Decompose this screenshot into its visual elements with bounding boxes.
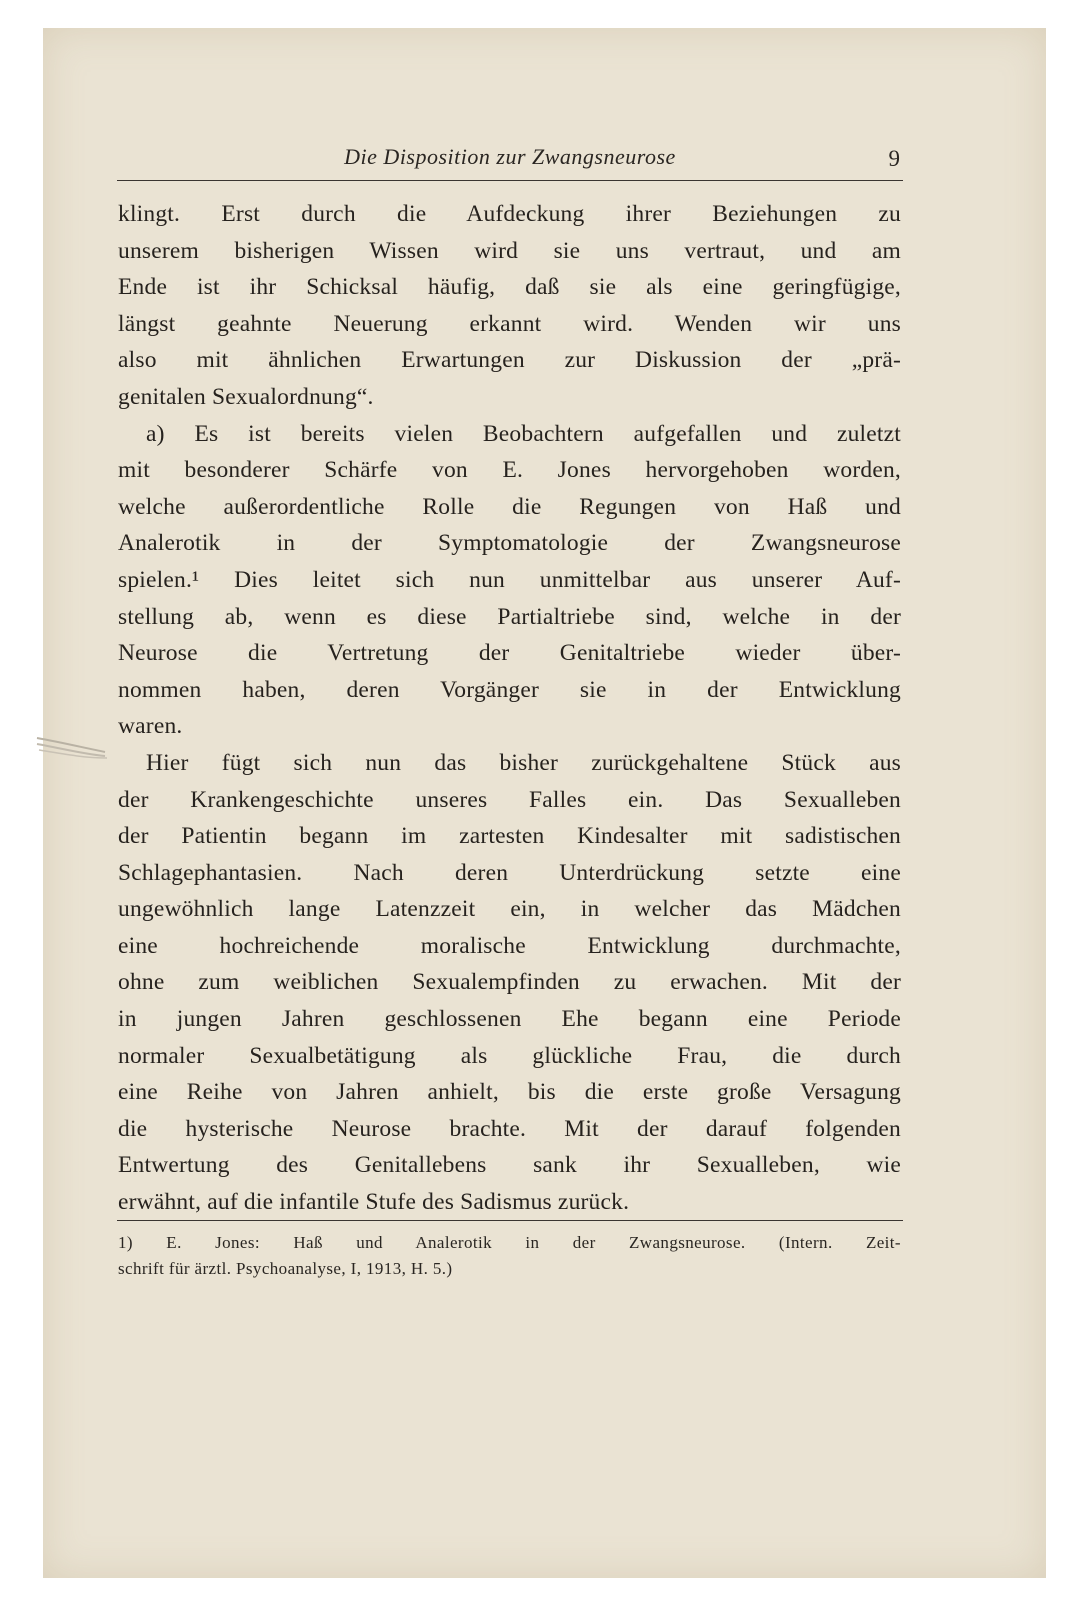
text-line: also mit ähnlichen Erwartungen zur Diskussion der „prä- bbox=[118, 347, 901, 374]
text-line: welche außerordentliche Rolle die Regungen von Haß und bbox=[118, 493, 901, 520]
text-line: eine Reihe von Jahren anhielt, bis die erste große Versagung bbox=[118, 1079, 901, 1106]
text-line: Neurose die Vertretung der Genitaltriebe wieder über- bbox=[118, 640, 901, 667]
page-header bbox=[120, 144, 900, 184]
text-line: erwähnt, auf die infantile Stufe des Sadismus zurück. bbox=[118, 1189, 630, 1216]
text-line: in jungen Jahren geschlossenen Ehe begann eine Periode bbox=[118, 1006, 901, 1033]
text-line: Schlagephantasien. Nach deren Unterdrückung setzte eine bbox=[118, 859, 901, 886]
text-line: ohne zum weiblichen Sexualempfinden zu erwachen. Mit der bbox=[118, 969, 901, 996]
text-line: der Krankengeschichte unseres Falles ein. Das Sexualleben bbox=[118, 786, 901, 813]
text-line: längst geahnte Neuerung erkannt wird. Wenden wir uns bbox=[118, 310, 901, 337]
text-line: ungewöhnlich lange Latenzzeit ein, in welcher das Mädchen bbox=[118, 896, 901, 923]
text-line: mit besonderer Schärfe von E. Jones hervorgehoben worden, bbox=[118, 457, 901, 484]
text-line: die hysterische Neurose brachte. Mit der darauf folgenden bbox=[118, 1115, 901, 1142]
text-line: klingt. Erst durch die Aufdeckung ihrer Beziehungen zu bbox=[118, 201, 901, 227]
body-text bbox=[118, 196, 901, 1221]
footnote bbox=[118, 1230, 901, 1282]
header-rule bbox=[117, 180, 903, 181]
text-line: eine hochreichende moralische Entwicklung durchmachte, bbox=[118, 932, 901, 959]
text-line: a) Es ist bereits vielen Beobachtern aufgefallen und zuletzt bbox=[146, 420, 901, 447]
footnote-line: 1) E. Jones: Haß und Analerotik in der Zwangsneurose. (Intern. Zeit- bbox=[118, 1233, 901, 1252]
text-line: unserem bisherigen Wissen wird sie uns vertraut, und am bbox=[118, 237, 901, 264]
page-number: 9 bbox=[888, 146, 900, 171]
text-line: Entwertung des Genitallebens sank ihr Sexualleben, wie bbox=[118, 1152, 901, 1179]
text-line: nommen haben, deren Vorgänger sie in der Entwicklung bbox=[118, 676, 901, 703]
text-line: Analerotik in der Symptomatologie der Zwangsneurose bbox=[118, 530, 901, 557]
text-line: spielen.¹ Dies leitet sich nun unmittelbar aus unserer Auf- bbox=[118, 566, 901, 593]
text-line: genitalen Sexualordnung“. bbox=[118, 383, 374, 410]
text-line: Hier fügt sich nun das bisher zurückgehaltene Stück aus bbox=[146, 749, 901, 776]
text-line: Ende ist ihr Schicksal häufig, daß sie als eine geringfügige, bbox=[118, 274, 901, 301]
text-line: waren. bbox=[118, 713, 183, 740]
running-title: Die Disposition zur Zwangsneurose bbox=[344, 144, 676, 169]
footnote-rule bbox=[117, 1220, 903, 1221]
text-line: normaler Sexualbetätigung als glückliche Frau, die durch bbox=[118, 1042, 901, 1069]
margin-pencil-mark bbox=[35, 732, 117, 772]
text-line: der Patientin begann im zartesten Kindesalter mit sadistischen bbox=[118, 823, 901, 850]
footnote-line: schrift für ärztl. Psychoanalyse, I, 1913, H. 5.) bbox=[118, 1259, 453, 1278]
text-line: stellung ab, wenn es diese Partialtriebe sind, welche in der bbox=[118, 603, 901, 630]
